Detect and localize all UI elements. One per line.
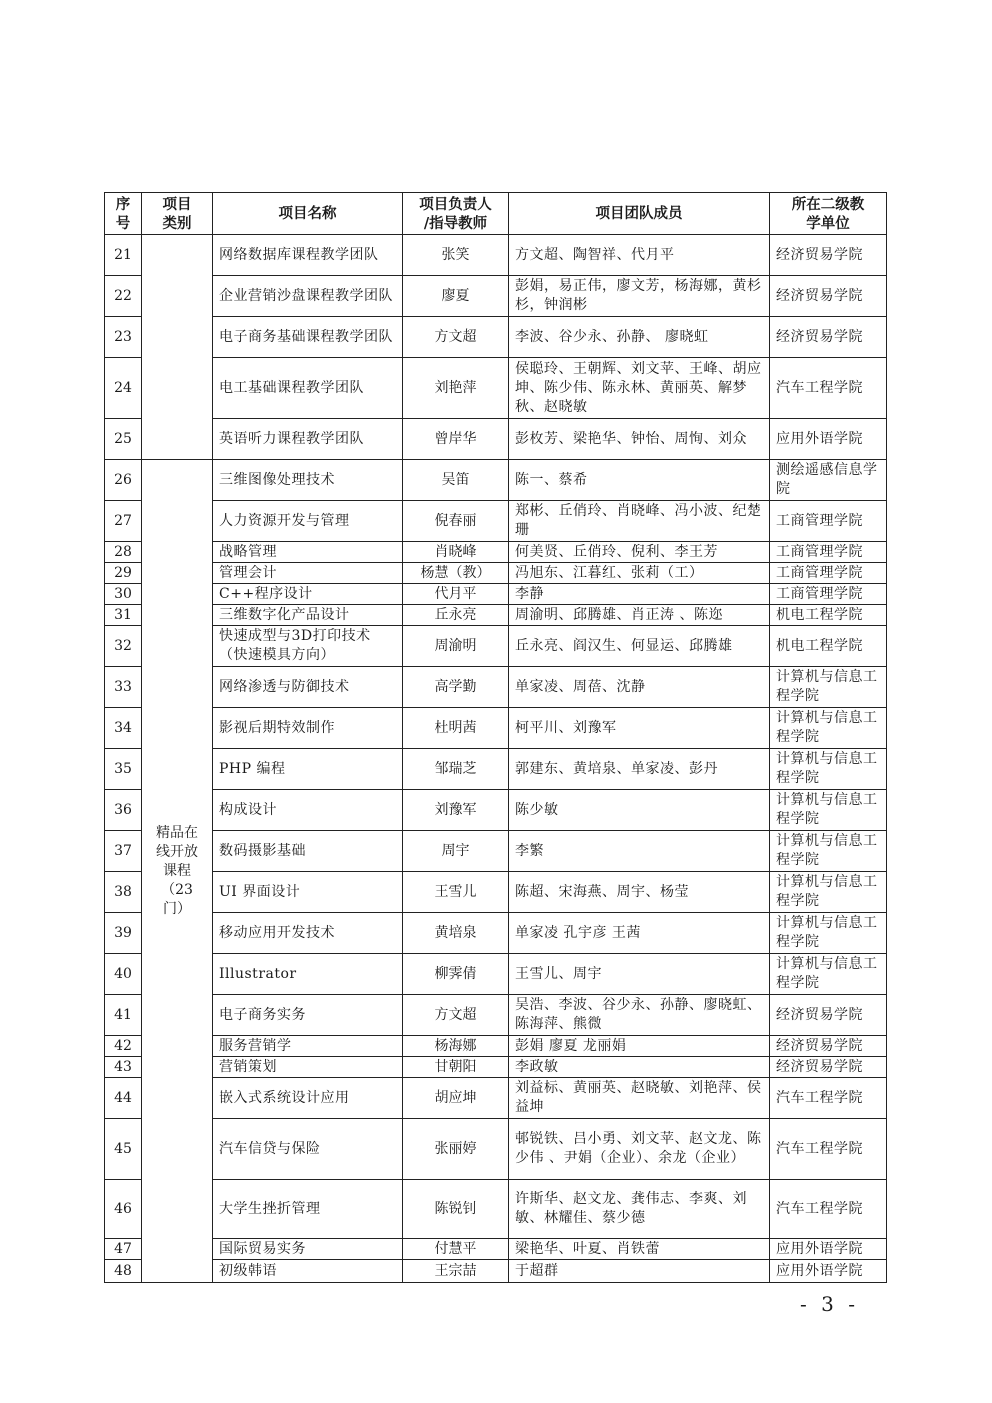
team-members: 梁艳华、叶夏、肖铁蕾	[509, 1239, 770, 1260]
team-members: 周渝明、邱腾雄、肖正涛 、陈迩	[509, 605, 770, 626]
row-number: 44	[105, 1078, 142, 1119]
category-cell	[142, 235, 213, 460]
project-name: 网络数据库课程教学团队	[213, 235, 403, 276]
project-name: 三维数字化产品设计	[213, 605, 403, 626]
teaching-unit: 计算机与信息工程学院	[770, 667, 887, 708]
team-members: 王雪儿、周宇	[509, 954, 770, 995]
table-row	[105, 790, 887, 831]
row-number: 39	[105, 913, 142, 954]
col-header-no: 序 号	[105, 193, 142, 235]
project-lead: 曾岸华	[403, 419, 509, 460]
project-name: UI 界面设计	[213, 872, 403, 913]
row-number: 37	[105, 831, 142, 872]
table-row	[105, 563, 887, 584]
teaching-unit: 计算机与信息工程学院	[770, 913, 887, 954]
project-name: 快速成型与3D打印技术（快速模具方向）	[213, 626, 403, 667]
table-row	[105, 954, 887, 995]
row-number: 26	[105, 460, 142, 501]
row-number: 46	[105, 1180, 142, 1239]
project-lead: 倪春丽	[403, 501, 509, 542]
row-number: 48	[105, 1260, 142, 1283]
project-name: 英语听力课程教学团队	[213, 419, 403, 460]
row-number: 23	[105, 317, 142, 358]
table-row	[105, 667, 887, 708]
teaching-unit: 工商管理学院	[770, 501, 887, 542]
project-lead: 吴笛	[403, 460, 509, 501]
row-number: 33	[105, 667, 142, 708]
teaching-unit: 计算机与信息工程学院	[770, 790, 887, 831]
team-members: 丘永亮、阎汉生、何显运、邱腾雄	[509, 626, 770, 667]
teaching-unit: 工商管理学院	[770, 542, 887, 563]
teaching-unit: 测绘遥感信息学院	[770, 460, 887, 501]
table-row	[105, 1180, 887, 1239]
project-name: 电子商务基础课程教学团队	[213, 317, 403, 358]
teaching-unit: 机电工程学院	[770, 605, 887, 626]
table-row	[105, 1036, 887, 1057]
teaching-unit: 计算机与信息工程学院	[770, 708, 887, 749]
row-number: 34	[105, 708, 142, 749]
project-lead: 杨慧（教）	[403, 563, 509, 584]
table-row	[105, 542, 887, 563]
project-name: 国际贸易实务	[213, 1239, 403, 1260]
project-lead: 柳霁倩	[403, 954, 509, 995]
project-lead: 周渝明	[403, 626, 509, 667]
team-members: 陈超、宋海燕、周宇、杨莹	[509, 872, 770, 913]
project-name: 电子商务实务	[213, 995, 403, 1036]
project-name: 服务营销学	[213, 1036, 403, 1057]
row-number: 38	[105, 872, 142, 913]
team-members: 李繁	[509, 831, 770, 872]
team-members: 冯旭东、江暮红、张莉（工）	[509, 563, 770, 584]
table-row	[105, 605, 887, 626]
table-body	[105, 235, 887, 1283]
team-members: 单家凌 孔宇彦 王茜	[509, 913, 770, 954]
project-name: 网络渗透与防御技术	[213, 667, 403, 708]
project-lead: 杜明茜	[403, 708, 509, 749]
project-lead: 高学勤	[403, 667, 509, 708]
row-number: 47	[105, 1239, 142, 1260]
team-members: 何美贤、丘俏玲、倪利、李王芳	[509, 542, 770, 563]
project-lead: 王宗喆	[403, 1260, 509, 1283]
project-name: 移动应用开发技术	[213, 913, 403, 954]
row-number: 42	[105, 1036, 142, 1057]
col-header-members: 项目团队成员	[509, 193, 770, 235]
project-lead: 陈锐钊	[403, 1180, 509, 1239]
project-name: 汽车信贷与保险	[213, 1119, 403, 1180]
project-lead: 丘永亮	[403, 605, 509, 626]
project-table	[104, 192, 887, 1283]
teaching-unit: 汽车工程学院	[770, 1119, 887, 1180]
team-members: 李静	[509, 584, 770, 605]
table-row	[105, 419, 887, 460]
teaching-unit: 计算机与信息工程学院	[770, 749, 887, 790]
row-number: 35	[105, 749, 142, 790]
team-members: 刘益标、黄丽英、赵晓敏、刘艳萍、侯益坤	[509, 1078, 770, 1119]
project-name: 构成设计	[213, 790, 403, 831]
table-row	[105, 913, 887, 954]
team-members: 单家凌、周蓓、沈静	[509, 667, 770, 708]
project-name: 战略管理	[213, 542, 403, 563]
project-lead: 方文超	[403, 995, 509, 1036]
project-lead: 张丽婷	[403, 1119, 509, 1180]
table-header-row	[105, 193, 887, 235]
project-lead: 胡应坤	[403, 1078, 509, 1119]
project-lead: 刘豫军	[403, 790, 509, 831]
table-row	[105, 1057, 887, 1078]
team-members: 吴浩、李波、谷少永、孙静、廖晓虹、陈海萍、熊微	[509, 995, 770, 1036]
project-name: 数码摄影基础	[213, 831, 403, 872]
row-number: 40	[105, 954, 142, 995]
table-row	[105, 831, 887, 872]
team-members: 侯聪玲、王朝辉、刘文苹、王峰、胡应坤、陈少伟、陈永林、黄丽英、解梦秋、赵晓敏	[509, 358, 770, 419]
teaching-unit: 经济贸易学院	[770, 1057, 887, 1078]
table-row	[105, 317, 887, 358]
row-number: 24	[105, 358, 142, 419]
project-name: 初级韩语	[213, 1260, 403, 1283]
project-name: Illustrator	[213, 954, 403, 995]
col-header-category: 项目 类别	[142, 193, 213, 235]
table-row	[105, 749, 887, 790]
team-members: 郑彬、丘俏玲、肖晓峰、冯小波、纪楚珊	[509, 501, 770, 542]
row-number: 45	[105, 1119, 142, 1180]
team-members: 陈少敏	[509, 790, 770, 831]
table-row	[105, 1260, 887, 1283]
project-name: 人力资源开发与管理	[213, 501, 403, 542]
row-number: 36	[105, 790, 142, 831]
project-lead: 刘艳萍	[403, 358, 509, 419]
row-number: 22	[105, 276, 142, 317]
table-row	[105, 358, 887, 419]
row-number: 43	[105, 1057, 142, 1078]
project-name: 影视后期特效制作	[213, 708, 403, 749]
col-header-lead: 项目负责人 /指导教师	[403, 193, 509, 235]
team-members: 彭娟，易正伟，廖文芳，杨海娜，黄杉杉，钟润彬	[509, 276, 770, 317]
teaching-unit: 汽车工程学院	[770, 1180, 887, 1239]
category-cell: 精品在 线开放 课程 （23 门）	[142, 460, 213, 1283]
row-number: 30	[105, 584, 142, 605]
project-lead: 方文超	[403, 317, 509, 358]
teaching-unit: 经济贸易学院	[770, 317, 887, 358]
row-number: 25	[105, 419, 142, 460]
teaching-unit: 工商管理学院	[770, 563, 887, 584]
row-number: 31	[105, 605, 142, 626]
row-number: 32	[105, 626, 142, 667]
project-name: 管理会计	[213, 563, 403, 584]
project-name: PHP 编程	[213, 749, 403, 790]
table-row	[105, 1119, 887, 1180]
project-lead: 代月平	[403, 584, 509, 605]
table-row	[105, 501, 887, 542]
project-name: 营销策划	[213, 1057, 403, 1078]
project-lead: 廖夏	[403, 276, 509, 317]
teaching-unit: 应用外语学院	[770, 1239, 887, 1260]
project-lead: 甘朝阳	[403, 1057, 509, 1078]
table-row	[105, 235, 887, 276]
team-members: 郭建东、黄培泉、单家凌、彭丹	[509, 749, 770, 790]
project-lead: 邹瑞芝	[403, 749, 509, 790]
team-members: 柯平川、刘豫军	[509, 708, 770, 749]
teaching-unit: 应用外语学院	[770, 419, 887, 460]
teaching-unit: 经济贸易学院	[770, 995, 887, 1036]
col-header-name: 项目名称	[213, 193, 403, 235]
teaching-unit: 机电工程学院	[770, 626, 887, 667]
team-members: 方文超、陶智祥、代月平	[509, 235, 770, 276]
project-lead: 周宇	[403, 831, 509, 872]
table-row	[105, 1078, 887, 1119]
table-row	[105, 460, 887, 501]
project-name: 嵌入式系统设计应用	[213, 1078, 403, 1119]
project-lead: 张笑	[403, 235, 509, 276]
team-members: 邨锐铁、吕小勇、刘文苹、赵文龙、陈少伟 、尹娟（企业）、余龙（企业）	[509, 1119, 770, 1180]
teaching-unit: 汽车工程学院	[770, 358, 887, 419]
project-lead: 肖晓峰	[403, 542, 509, 563]
project-lead: 杨海娜	[403, 1036, 509, 1057]
teaching-unit: 计算机与信息工程学院	[770, 872, 887, 913]
team-members: 陈一、蔡希	[509, 460, 770, 501]
project-name: 企业营销沙盘课程教学团队	[213, 276, 403, 317]
row-number: 28	[105, 542, 142, 563]
project-name: 三维图像处理技术	[213, 460, 403, 501]
team-members: 于超群	[509, 1260, 770, 1283]
row-number: 29	[105, 563, 142, 584]
project-name: 电工基础课程教学团队	[213, 358, 403, 419]
table-row	[105, 276, 887, 317]
teaching-unit: 经济贸易学院	[770, 1036, 887, 1057]
project-lead: 黄培泉	[403, 913, 509, 954]
table-row	[105, 584, 887, 605]
teaching-unit: 经济贸易学院	[770, 276, 887, 317]
table-row	[105, 1239, 887, 1260]
row-number: 41	[105, 995, 142, 1036]
teaching-unit: 计算机与信息工程学院	[770, 954, 887, 995]
team-members: 彭娟 廖夏 龙丽娟	[509, 1036, 770, 1057]
table-row	[105, 872, 887, 913]
team-members: 许斯华、赵文龙、龚伟志、李爽、刘敏、林耀佳、蔡少德	[509, 1180, 770, 1239]
team-members: 李波、谷少永、孙静、 廖晓虹	[509, 317, 770, 358]
project-name: C++程序设计	[213, 584, 403, 605]
row-number: 27	[105, 501, 142, 542]
teaching-unit: 汽车工程学院	[770, 1078, 887, 1119]
teaching-unit: 应用外语学院	[770, 1260, 887, 1283]
table-row	[105, 708, 887, 749]
team-members: 李政敏	[509, 1057, 770, 1078]
col-header-unit: 所在二级教 学单位	[770, 193, 887, 235]
teaching-unit: 经济贸易学院	[770, 235, 887, 276]
row-number: 21	[105, 235, 142, 276]
teaching-unit: 计算机与信息工程学院	[770, 831, 887, 872]
table-row	[105, 626, 887, 667]
team-members: 彭枚芳、梁艳华、钟怡、周恂、刘众	[509, 419, 770, 460]
table-row	[105, 995, 887, 1036]
page-number: - 3 -	[800, 1292, 859, 1316]
project-lead: 王雪儿	[403, 872, 509, 913]
project-lead: 付慧平	[403, 1239, 509, 1260]
teaching-unit: 工商管理学院	[770, 584, 887, 605]
project-name: 大学生挫折管理	[213, 1180, 403, 1239]
